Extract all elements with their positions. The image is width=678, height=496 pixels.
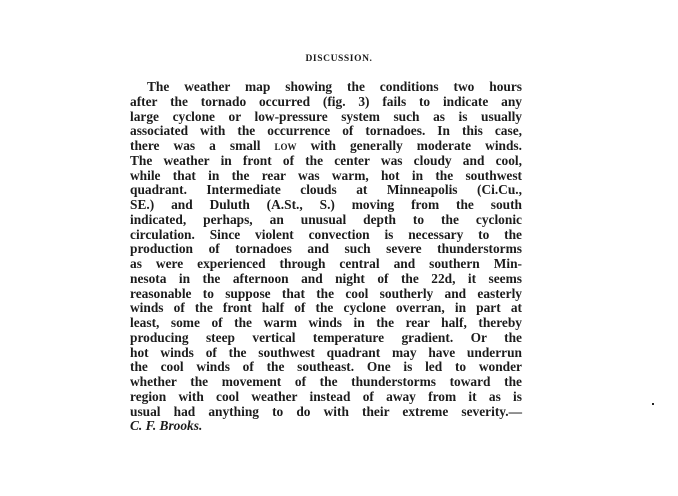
text-line: indicated, perhaps, an unusual depth to the cyclonic [130, 211, 522, 227]
text-line: The weather in front of the center was cloudy and cool, [130, 152, 522, 168]
author-signature: C. F. Brooks. [130, 418, 203, 434]
text-fragment: with generally moderate winds. [310, 138, 522, 153]
text-line: The weather map showing the conditions two hours [147, 79, 522, 94]
text-line: associated with the occurrence of tornadoes. In this case, [130, 123, 522, 139]
text-line: after the tornado occurred (fig. 3) fails to indicate any [130, 93, 522, 109]
small-caps-term: low [274, 138, 297, 153]
text-line: production of tornadoes and such severe thunderstorms [130, 241, 522, 257]
discussion-paragraph [130, 80, 522, 434]
text-line: producing steep vertical temperature gradient. Or the [130, 329, 522, 345]
text-line [130, 139, 522, 154]
text-line: least, some of the warm winds in the rear half, thereby [130, 315, 522, 330]
text-line: region with cool weather instead of away from it as is [130, 388, 522, 404]
text-line: hot winds of the southwest quadrant may have underrun [130, 344, 522, 360]
text-line: reasonable to suppose that the cool southerly and easterly [130, 285, 522, 301]
text-line: winds of the front half of the cyclone overran, in part at [130, 300, 522, 316]
text-line: usual had anything to do with their extreme severity.— [130, 403, 522, 419]
text-line: whether the movement of the thunderstorms toward the [130, 374, 522, 389]
text-line: SE.) and Duluth (A.St., S.) moving from the south [130, 197, 522, 212]
text-line: circulation. Since violent convection is necessary to the [130, 226, 522, 242]
section-heading: DISCUSSION. [305, 54, 373, 64]
text-line: large cyclone or low-pressure system such as is usually [130, 108, 522, 124]
text-line: as were experienced through central and southern Min- [130, 256, 522, 271]
text-line: quadrant. Intermediate clouds at Minneapolis (Ci.Cu., [130, 182, 522, 198]
scan-speck [652, 403, 654, 405]
text-line: while that in the rear was warm, hot in the southwest [130, 167, 522, 183]
text-line: nesota in the afternoon and night of the 22d, it seems [130, 270, 522, 286]
text-line: the cool winds of the southeast. One is led to wonder [130, 359, 522, 375]
text-fragment: there was a small [130, 138, 261, 153]
